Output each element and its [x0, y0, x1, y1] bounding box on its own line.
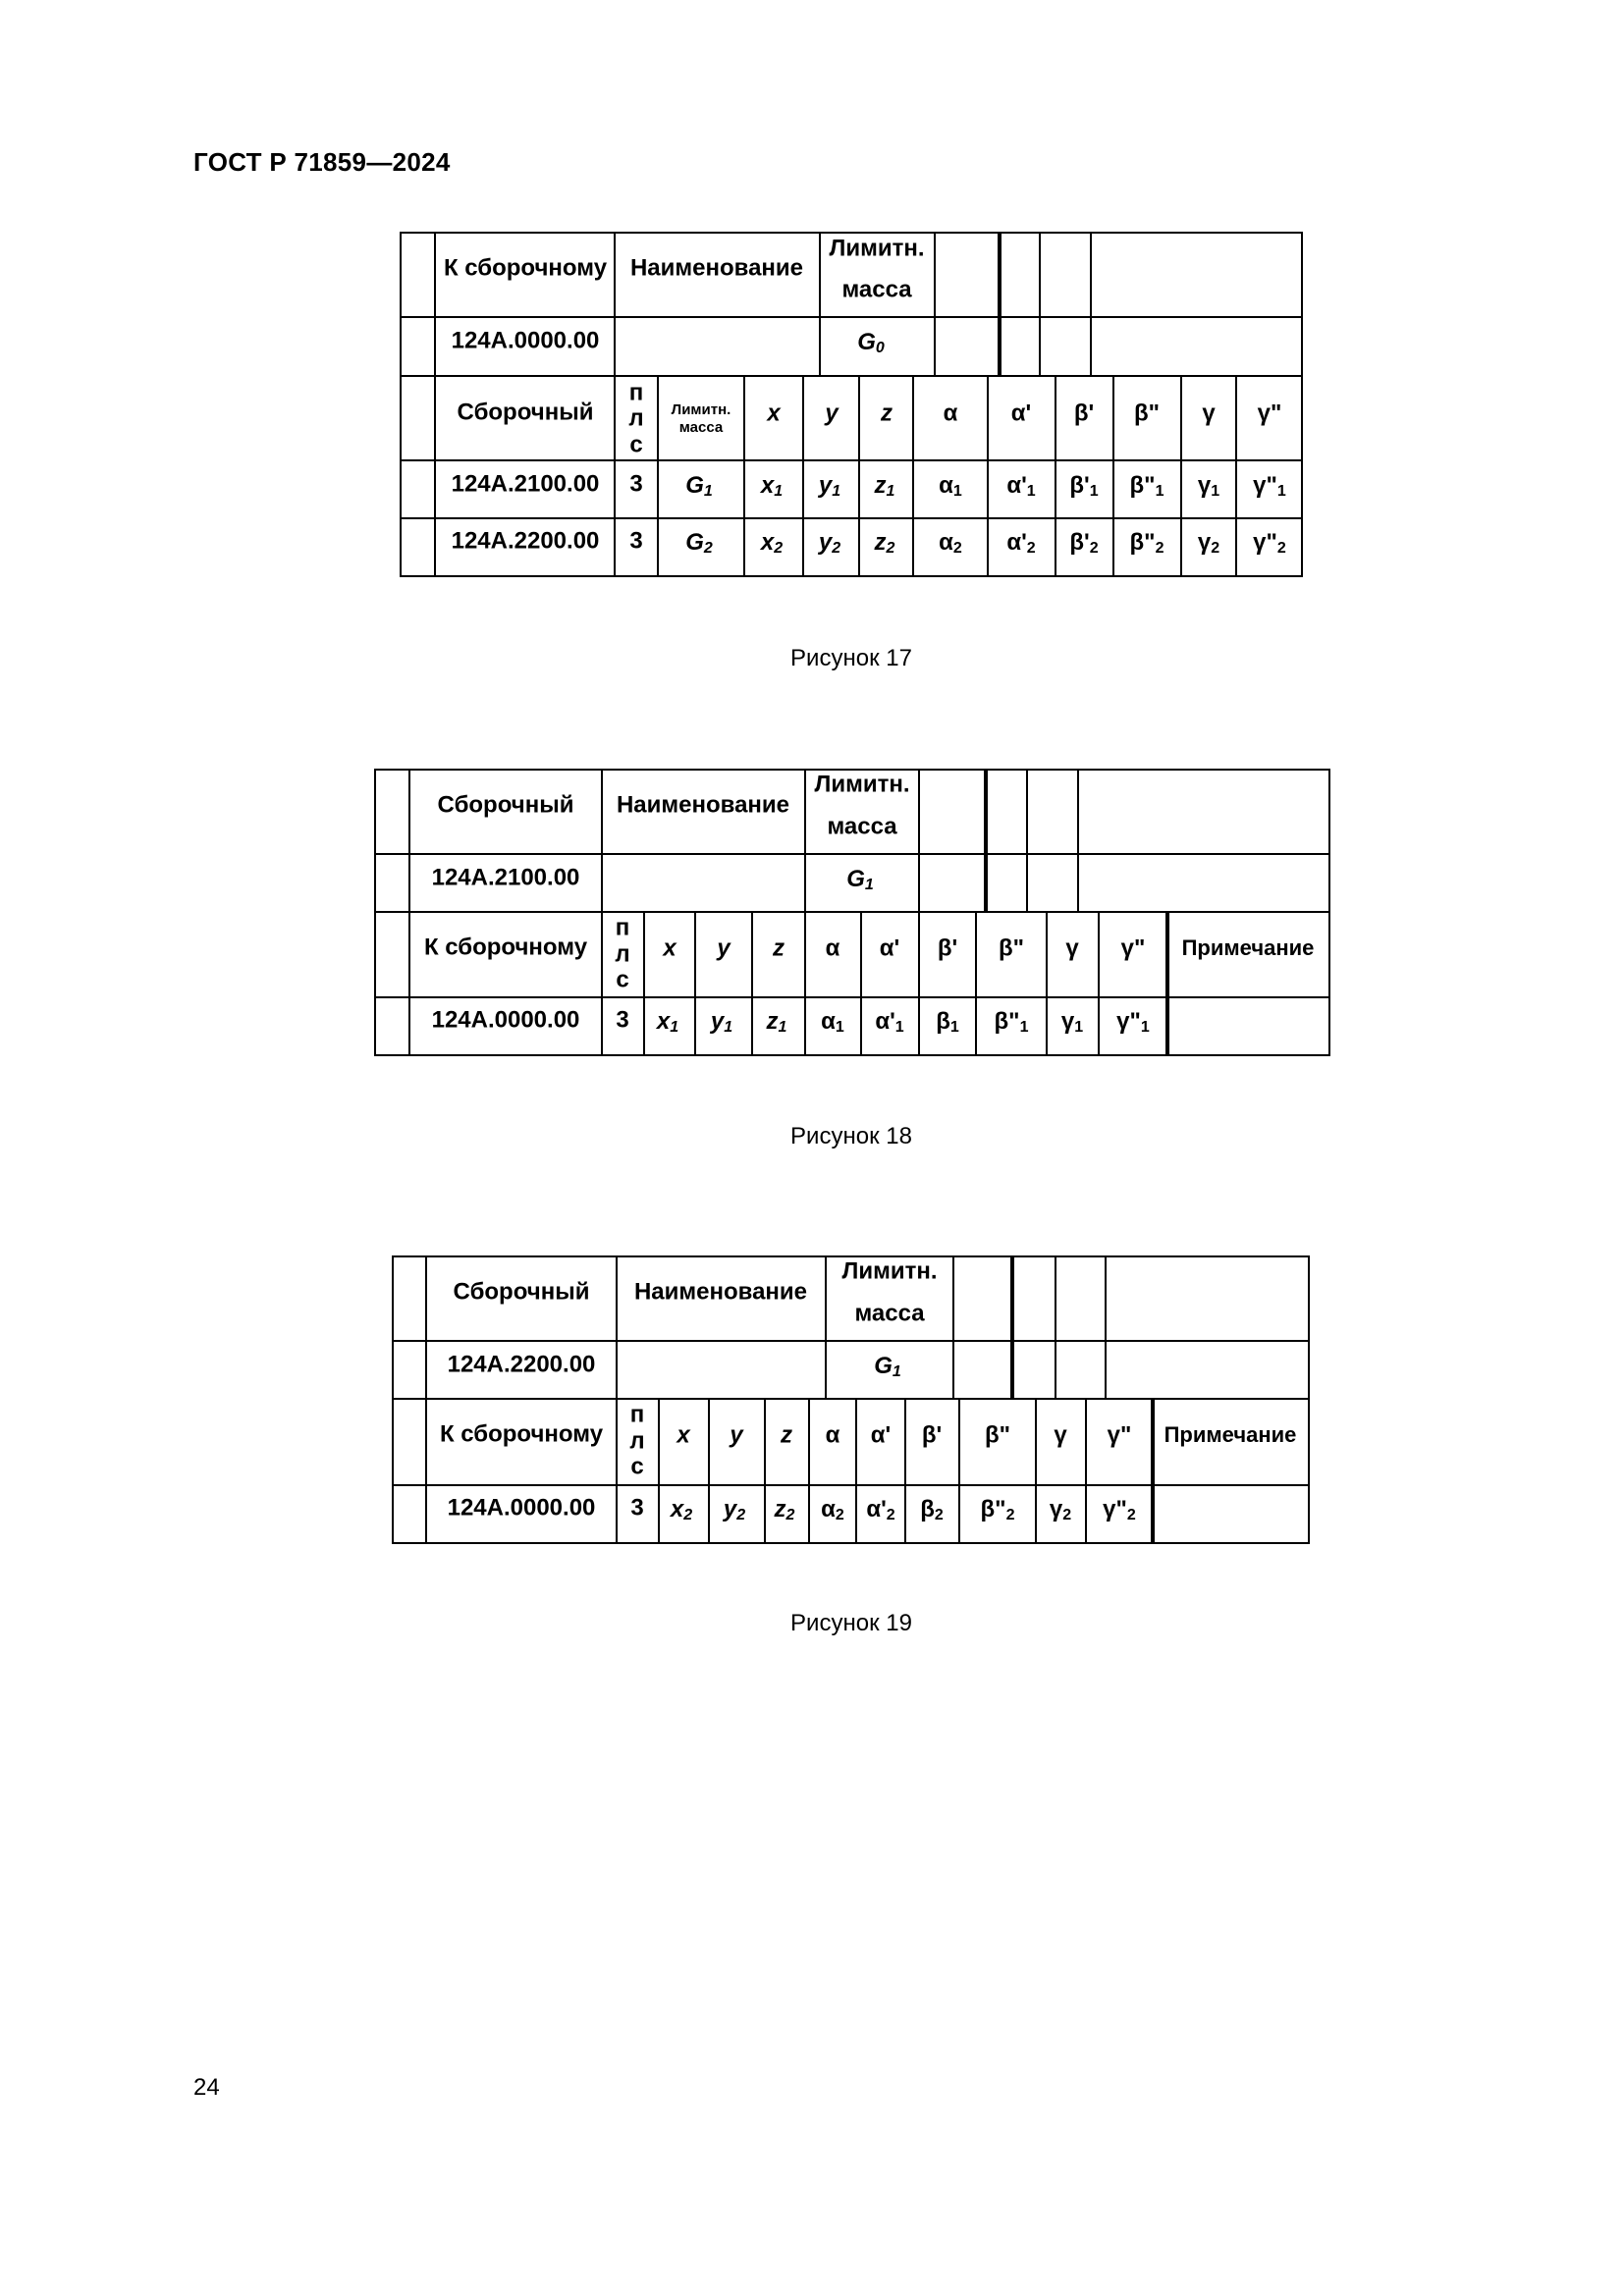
header-limit-mass-line2: масса	[841, 276, 912, 303]
header-pls-2: л	[629, 1427, 645, 1455]
row1-z: $z_2$	[774, 1496, 795, 1524]
row2-beta-dprime: $\beta"_2$	[1129, 529, 1164, 558]
document-header: ГОСТ Р 71859—2024	[193, 147, 451, 177]
header-limit-mass-line1: Лимитн.	[814, 771, 910, 798]
figure-18-caption: Рисунок 18	[790, 1123, 912, 1149]
header-gamma: γ	[1065, 934, 1079, 962]
header-alpha: α	[825, 1421, 840, 1449]
header-assembly: Сборочный	[453, 1278, 590, 1306]
row1-y: $y_1$	[710, 1008, 733, 1037]
limit-mass-value: $G_0$	[857, 329, 885, 357]
header-z: z	[781, 1421, 792, 1449]
row1-beta-dprime: $\beta"_2$	[980, 1496, 1015, 1524]
header-x: x	[663, 934, 677, 962]
header-limit-mass-line2: масса	[827, 813, 897, 840]
row1-beta: $\beta_2$	[920, 1496, 944, 1524]
row1-alpha-prime: $\alpha'_1$	[875, 1008, 904, 1037]
row1-code: 124А.0000.00	[447, 1494, 596, 1522]
row1-x: $x_1$	[760, 472, 784, 501]
row2-alpha-prime: $\alpha'_2$	[1006, 529, 1036, 558]
header-name: Наименование	[633, 1278, 808, 1306]
header-to-assembly: К сборочному	[439, 1420, 604, 1448]
row2-y: $y_2$	[818, 529, 841, 558]
header-y: y	[717, 934, 731, 962]
row2-gamma-dprime: $\gamma"_2$	[1253, 529, 1286, 558]
figure-17-grid	[400, 232, 1303, 577]
row1-mass: $G_1$	[685, 472, 713, 501]
assembly-code: 124А.0000.00	[451, 327, 600, 354]
header-limit-mass-line1: Лимитн.	[841, 1257, 938, 1285]
row1-gamma: $\gamma_1$	[1060, 1008, 1084, 1037]
header-to-assembly: К сборочному	[423, 934, 588, 961]
row1-alpha-prime: $\alpha'_1$	[1006, 472, 1036, 501]
header-gamma-dprime: γ"	[1120, 934, 1146, 962]
row2-gamma: $\gamma_2$	[1197, 529, 1220, 558]
row1-gamma-dprime: $\gamma"_2$	[1103, 1496, 1136, 1524]
header-note: Примечание	[1164, 1421, 1297, 1447]
row1-alpha-prime: $\alpha'_2$	[866, 1496, 895, 1524]
limit-mass-value: $G_1$	[846, 866, 874, 894]
assembly-code: 124А.2100.00	[431, 864, 580, 891]
header-assembly: Сборочный	[457, 399, 594, 426]
header-alpha-prime: α'	[1010, 400, 1032, 427]
figure-17-caption: Рисунок 17	[790, 645, 912, 671]
row1-x: $x_2$	[670, 1496, 693, 1524]
row1-qty: 3	[629, 470, 643, 498]
row1-code: 124А.0000.00	[431, 1006, 580, 1034]
row1-z: $z_1$	[766, 1008, 787, 1037]
header-beta-prime: β'	[937, 934, 958, 962]
header-beta-prime: β'	[921, 1421, 943, 1449]
row1-qty: 3	[630, 1494, 644, 1522]
header-to-assembly: К сборочному	[443, 254, 608, 282]
header-pls-3: с	[616, 966, 629, 993]
header-alpha: α	[943, 400, 958, 427]
header-limit-mass-line1: Лимитн.	[829, 235, 925, 262]
row2-qty: 3	[629, 527, 643, 555]
row1-gamma: $\gamma_2$	[1049, 1496, 1072, 1524]
header-limit-mass-small-1: Лимитн.	[671, 400, 731, 418]
figure-18-grid	[374, 769, 1330, 1056]
row1-y: $y_1$	[818, 472, 841, 501]
header-pls-1: п	[628, 379, 644, 406]
header-gamma: γ	[1202, 400, 1216, 427]
row2-beta-prime: $\beta'_2$	[1069, 529, 1099, 558]
header-pls-2: л	[615, 940, 630, 968]
limit-mass-value: $G_1$	[874, 1353, 901, 1381]
figure-18-table	[374, 769, 1330, 1056]
header-limit-mass-line2: масса	[854, 1300, 925, 1327]
row1-gamma-dprime: $\gamma"_1$	[1253, 472, 1286, 501]
header-beta-dprime: β"	[998, 934, 1025, 962]
row1-alpha: $\alpha_2$	[821, 1496, 844, 1524]
header-alpha: α	[825, 934, 840, 962]
header-x: x	[677, 1421, 690, 1449]
assembly-code: 124А.2200.00	[447, 1351, 596, 1378]
row1-alpha: $\alpha_1$	[939, 472, 962, 501]
header-alpha-prime: α'	[870, 1421, 892, 1449]
row1-beta-dprime: $\beta"_1$	[1129, 472, 1164, 501]
header-pls-2: л	[628, 404, 644, 432]
header-beta-dprime: β"	[984, 1421, 1011, 1449]
row1-y: $y_2$	[723, 1496, 746, 1524]
figure-19-table	[392, 1255, 1310, 1544]
header-x: x	[767, 400, 781, 427]
row2-z: $z_2$	[874, 529, 895, 558]
header-z: z	[773, 934, 785, 962]
row1-alpha: $\alpha_1$	[821, 1008, 844, 1037]
header-gamma-dprime: γ"	[1107, 1421, 1132, 1449]
row2-x: $x_2$	[760, 529, 784, 558]
header-name: Наименование	[629, 254, 804, 282]
header-note: Примечание	[1181, 934, 1315, 960]
header-beta-dprime: β"	[1133, 400, 1161, 427]
row1-z: $z_1$	[874, 472, 895, 501]
figure-17-table	[400, 232, 1303, 577]
row1-gamma-dprime: $\gamma"_1$	[1116, 1008, 1150, 1037]
header-z: z	[881, 400, 893, 427]
row1-beta: $\beta_1$	[936, 1008, 959, 1037]
header-gamma-dprime: γ"	[1257, 400, 1282, 427]
row1-gamma: $\gamma_1$	[1197, 472, 1220, 501]
header-name: Наименование	[616, 791, 790, 819]
header-y: y	[825, 400, 839, 427]
header-pls-3: с	[629, 431, 643, 458]
header-y: y	[730, 1421, 743, 1449]
row1-qty: 3	[616, 1006, 629, 1034]
row2-code: 124А.2200.00	[451, 527, 600, 555]
figure-19-grid	[392, 1255, 1310, 1544]
row2-mass: $G_2$	[685, 529, 713, 558]
row1-code: 124А.2100.00	[451, 470, 600, 498]
header-limit-mass-small-2: масса	[678, 418, 724, 436]
page-number: 24	[193, 2074, 220, 2101]
header-assembly: Сборочный	[437, 791, 574, 819]
header-pls-1: п	[615, 914, 630, 941]
row1-x: $x_1$	[656, 1008, 679, 1037]
row1-beta-prime: $\beta'_1$	[1069, 472, 1099, 501]
row2-alpha: $\alpha_2$	[939, 529, 962, 558]
header-pls-3: с	[630, 1453, 644, 1480]
header-alpha-prime: α'	[879, 934, 900, 962]
header-beta-prime: β'	[1073, 400, 1095, 427]
header-gamma: γ	[1054, 1421, 1067, 1449]
row1-beta-dprime: $\beta"_1$	[994, 1008, 1029, 1037]
header-pls-1: п	[629, 1401, 645, 1428]
figure-19-caption: Рисунок 19	[790, 1610, 912, 1636]
